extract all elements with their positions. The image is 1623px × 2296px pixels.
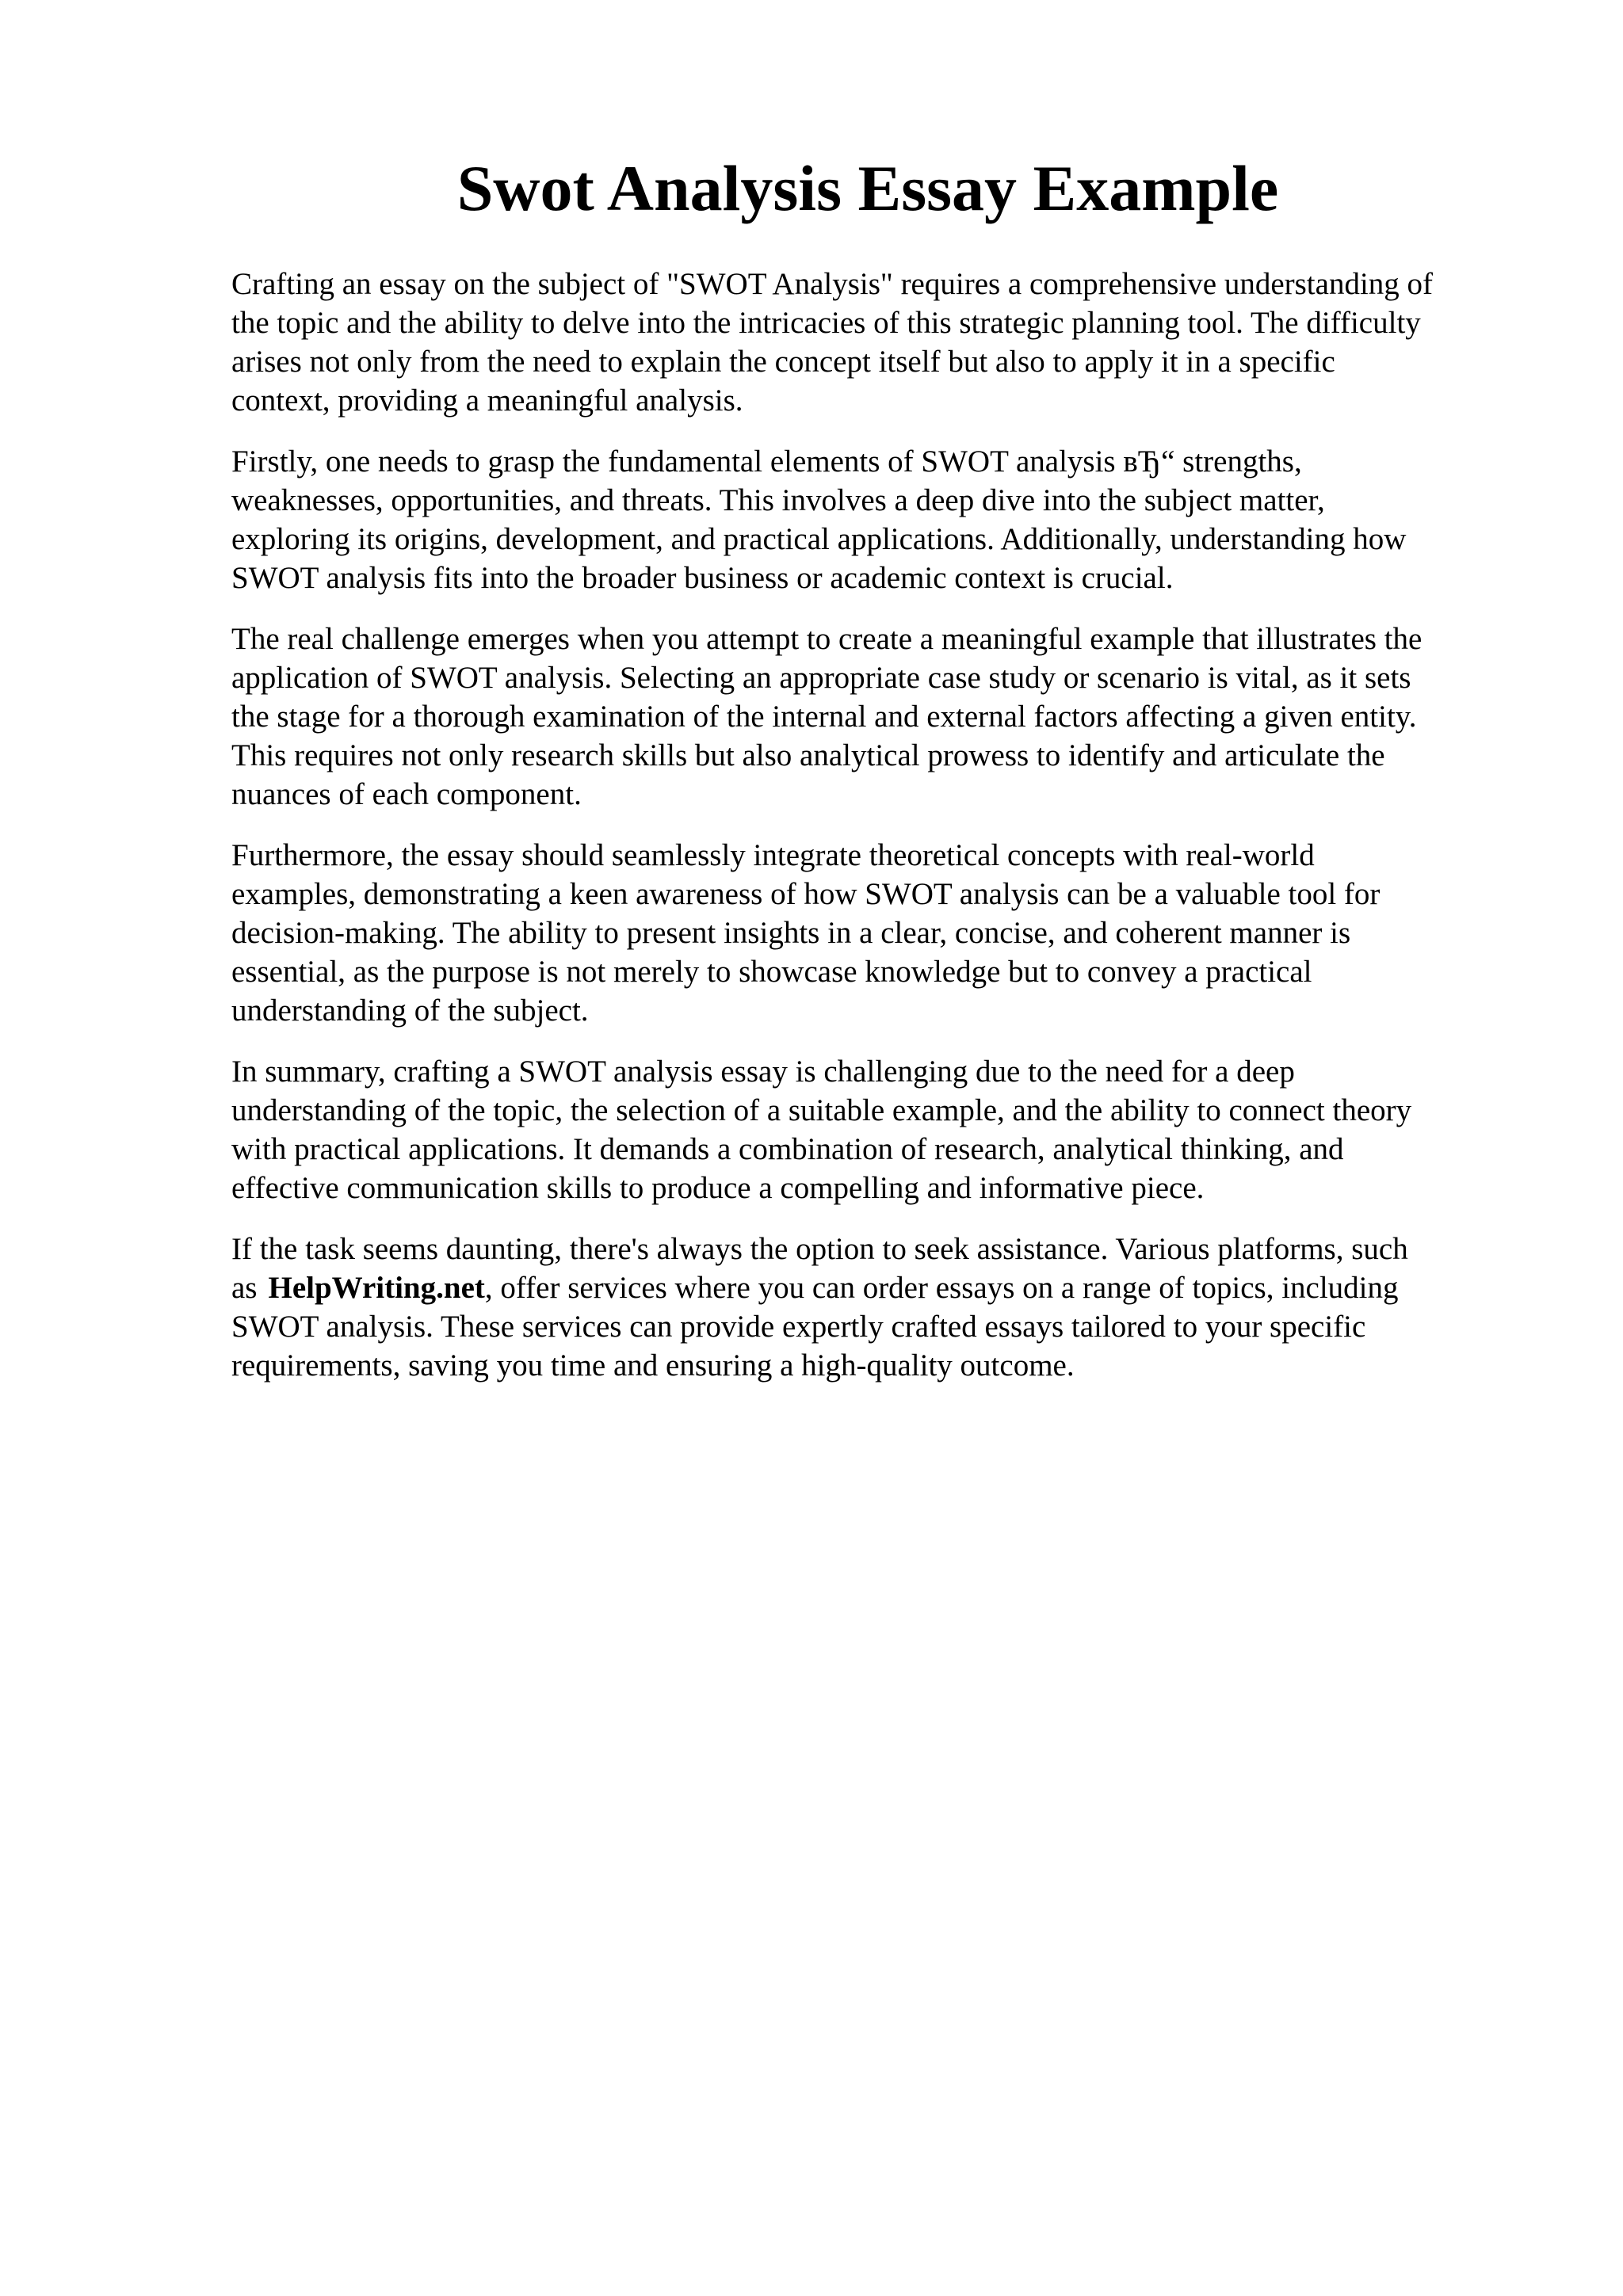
text-line: SWOT analysis. These services can provide expertly crafted essays tailored to your specific (231, 1310, 1366, 1344)
paragraph-6 (231, 1230, 1571, 1385)
text-fragment: , offer services where you can order essays on a range of topics, including (484, 1271, 1399, 1305)
text-line: context, providing a meaningful analysis. (231, 383, 743, 418)
text-line: understanding of the subject. (231, 994, 589, 1028)
text-line: examples, demonstrating a keen awareness of how SWOT analysis can be a valuable tool for (231, 877, 1381, 911)
paragraph-2 (231, 442, 1571, 597)
document-title: Swot Analysis Essay Example (456, 152, 1279, 224)
text-line: exploring its origins, development, and practical applications. Additionally, understanding how (231, 522, 1407, 556)
paragraph-4 (231, 836, 1571, 1030)
text-line: application of SWOT analysis. Selecting an appropriate case study or scenario is vital, as it sets (231, 661, 1411, 695)
helpwriting-link[interactable]: HelpWriting.net (268, 1271, 485, 1305)
text-line: with practical applications. It demands a combination of research, analytical thinking, and (231, 1132, 1344, 1166)
text-line: In summary, crafting a SWOT analysis essay is challenging due to the need for a deep (231, 1055, 1295, 1089)
paragraph-1 (231, 265, 1571, 420)
text-line: Crafting an essay on the subject of "SWOT Analysis" requires a comprehensive understanding of (231, 267, 1434, 301)
document-body (231, 265, 1571, 1407)
text-line: weaknesses, opportunities, and threats. This involves a deep dive into the subject matter, (231, 483, 1325, 517)
text-line: If the task seems daunting, there's always the option to seek assistance. Various platforms, such (231, 1232, 1408, 1266)
text-line: effective communication skills to produce a compelling and informative piece. (231, 1171, 1205, 1205)
paragraph-3 (231, 620, 1571, 814)
paragraph-5 (231, 1052, 1571, 1207)
text-line: The real challenge emerges when you attempt to create a meaningful example that illustrates the (231, 622, 1423, 656)
text-line: the stage for a thorough examination of the internal and external factors affecting a given entity. (231, 700, 1417, 734)
text-line: SWOT analysis fits into the broader business or academic context is crucial. (231, 561, 1174, 595)
text-line: This requires not only research skills but also analytical prowess to identify and articulate the (231, 738, 1385, 772)
text-line: Furthermore, the essay should seamlessly integrate theoretical concepts with real-world (231, 838, 1315, 872)
text-line-with-link (231, 1268, 1571, 1307)
text-line: nuances of each component. (231, 777, 582, 811)
text-line: arises not only from the need to explain the concept itself but also to apply it in a specific (231, 345, 1335, 379)
text-line: requirements, saving you time and ensuring a high-quality outcome. (231, 1348, 1075, 1383)
text-fragment: as (231, 1271, 258, 1305)
text-line: essential, as the purpose is not merely to showcase knowledge but to convey a practical (231, 955, 1312, 989)
text-line: decision-making. The ability to present insights in a clear, concise, and coherent manner is (231, 916, 1351, 950)
text-line: Firstly, one needs to grasp the fundamental elements of SWOT analysis вЂ“ strengths, (231, 444, 1302, 479)
text-line: the topic and the ability to delve into the intricacies of this strategic planning tool. The difficulty (231, 306, 1421, 340)
text-line: understanding of the topic, the selection of a suitable example, and the ability to connect theory (231, 1093, 1412, 1127)
